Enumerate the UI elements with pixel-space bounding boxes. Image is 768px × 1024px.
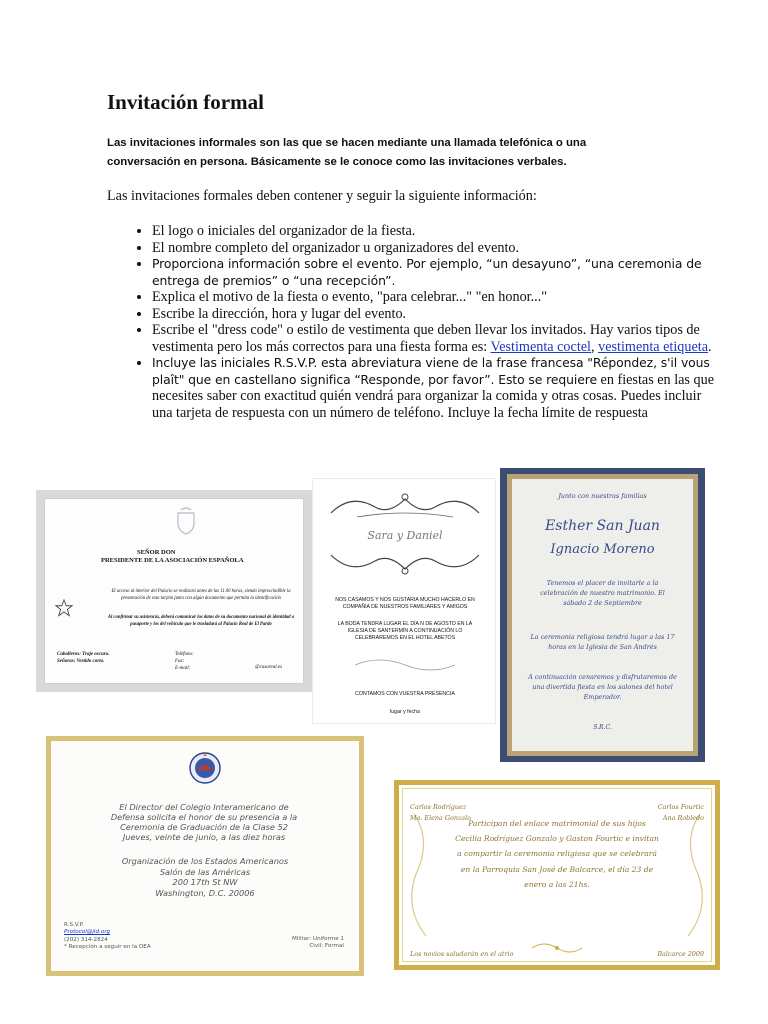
invitation-card-sara-daniel (312, 478, 496, 724)
dress-military: Militar: Uniforme 1 (292, 936, 344, 942)
ceremony-text: LA BODA TENDRA LUGAR EL DÍA N DE AGOSTO EN LA IGLESIA DE SANTERMÍN A CONTINUACIÓN LO CELEBRAREMOS EN EL HOTEL ABETOS (337, 621, 473, 641)
bride-father: Carlos Rodríguez (410, 803, 467, 811)
list-item: • Escribe la dirección, hora y lugar del evento. (152, 306, 722, 323)
list-item: • El nombre completo del organizador u organizadores del evento. (152, 240, 722, 257)
divider-icon (353, 655, 457, 675)
email-label: E-mail: (175, 666, 191, 671)
couple-names: Sara y Daniel (367, 529, 443, 542)
protocol-email-link[interactable]: Protocol@jid.org (64, 929, 111, 936)
intro-paragraph: Las invitaciones informales son las que se hacen mediante una llamada telefónica o una conversación en persona. Básicamente se le conoce como las invitaciones verbales. (107, 137, 587, 168)
ornament-bottom-icon (530, 940, 584, 956)
card-inner (44, 498, 304, 684)
invitation-card-palacio (36, 490, 312, 692)
page-title: Invitación formal (107, 90, 264, 114)
vestimenta-coctel-link[interactable]: Vestimenta coctel (490, 338, 592, 355)
dress-women: Señoras: Vestido corto. (57, 659, 105, 664)
list-item: • Proporciona información sobre el evento. Por ejemplo, “un desayuno”, “una ceremonia de entrega de premios” o “una recepción”. (152, 256, 722, 289)
organization: Organización de los Estados Americanos (121, 856, 289, 866)
presence-text: CONTAMOS CON VUESTRA PRESENCIA (355, 691, 455, 697)
recipient-title: SEÑOR DON (137, 549, 176, 556)
rsvp-text: S.R.C. (593, 724, 612, 731)
invitation-body: Participan del enlace matrimonial de sus hijos Cecilia Rodríguez Gonzalo y Gaston Fourtic e invitan a compartir la ceremonia religiosa que se celebrará en la Parroquia San José de Balcarce, el día 23 de enero a las 21hs. (455, 819, 659, 889)
access-text: El acceso al interior del Palacio se realizará antes de las 11.00 horas, siendo imprescindible la presentación de esta tarjeta junto con algún documento que permita la identificación (111, 589, 291, 601)
street: 200 17th St NW (172, 877, 238, 887)
ceremony-text: La ceremonia religiosa tendrá lugar a las 17 horas en la Iglesia de San Andrés (530, 633, 675, 651)
groom-name: Ignacio Moreno (550, 542, 655, 557)
phone-label: Teléfono: (175, 652, 194, 657)
list-item-text: Escribe el "dress code" o estilo de vestimenta que deben llevar los invitados. Hay varios tipos de vestimenta pero los más correctos para una fiesta forma es: (152, 322, 700, 355)
announcement-text: NOS CASAMOS Y NOS GUSTARIA MUCHO HACERLO EN COMPAÑIA DE NUESTROS FAMILIARES Y AMIGOS (335, 597, 475, 610)
list-item (152, 322, 722, 355)
seal-icon (188, 750, 222, 786)
reception-note: * Recepción a seguir en la OEA (64, 943, 151, 950)
place-year: Balcarce 2009 (657, 950, 704, 958)
list-item (152, 355, 722, 421)
star-icon (55, 599, 73, 617)
groom-mother: Ana Robledo (662, 814, 704, 822)
list-item-text-b: en fiestas en las que necesites saber con exactitud quién vendrá para organizar la comida y otras cosas. Puedes incluir una tarjeta de respuesta con un número de teléfono. Incluye la fecha límite de respuesta (152, 371, 714, 421)
requirements-list (107, 223, 722, 421)
families-line: Junto con nuestras familias (558, 492, 647, 500)
phone: (202) 314-2824 (64, 936, 108, 943)
reception-text: A continuación cenaremos y disfrutaremos de una divertida fiesta en los salones del hotel Emperador. (528, 673, 677, 701)
invitation-text: El Director del Colegio Interamericano de Defensa solicita el honor de su presencia a la Ceremonia de Graduación de la Clase 52 Jueves, veinte de junio, a las diez horas (110, 802, 298, 842)
invitation-card-cecilia-gaston (390, 776, 724, 974)
lead-paragraph: Las invitaciones formales deben contener y seguir la siguiente información: (107, 188, 537, 204)
ornament-left-icon (408, 810, 434, 940)
recipient-position: PRESIDENTE DE LA ASOCIACIÓN ESPAÑOLA (101, 557, 244, 564)
rsvp-label: R.S.V.P. (64, 922, 84, 928)
email-domain: @casareal.es (255, 665, 283, 670)
place-date-text: lugar y fecha (390, 709, 420, 715)
greeting-note: Los novios saludarán en el atrio (410, 950, 514, 958)
flourish-bottom-icon (327, 549, 483, 577)
vestimenta-etiqueta-link[interactable]: vestimenta etiqueta (598, 338, 709, 355)
flourish-top-icon (327, 491, 483, 521)
invitation-card-colegio-defensa (46, 736, 364, 976)
venue: Salón de las Américas (159, 866, 251, 877)
invitation-card-esther-ignacio (500, 468, 705, 762)
dress-men: Caballeros: Traje oscuro. (57, 652, 110, 657)
groom-father: Carlos Fourtic (657, 803, 704, 811)
dress-civil: Civil: Formal (309, 943, 344, 950)
list-item: • El logo o iniciales del organizador de la fiesta. (152, 223, 722, 240)
invitation-text: Tenemos el placer de invitarle a la celebración de nuestro matrimonio. El sábado 2 de Septiembre (540, 579, 665, 607)
confirmation-text: Al confirmar su asistencia, deberá comunicar los datos de su documento nacional de identidad o pasaporte y los del vehículo que le trasladará al Palacio Real de El Pardo (107, 615, 295, 627)
list-item: • Explica el motivo de la fiesta o evento, "para celebrar..." "en honor..." (152, 289, 722, 306)
link-separator: , (591, 338, 599, 355)
city: Washington, D.C. 20006 (155, 887, 255, 898)
bride-mother: Ma. Elena Gonzalo (410, 814, 472, 822)
list-item-end: . (708, 338, 712, 355)
ornament-right-icon (680, 810, 706, 940)
fax-label: Fax: (175, 659, 185, 664)
bride-name: Esther San Juan (545, 518, 660, 534)
crest-icon (175, 507, 197, 535)
list-item-text-a: Incluye las iniciales R.S.V.P. esta abreviatura viene de la frase francesa "Répondez, s'il vous plaît" que en castellano significa “Responde, por favor”. Esto se requiere (152, 355, 710, 387)
